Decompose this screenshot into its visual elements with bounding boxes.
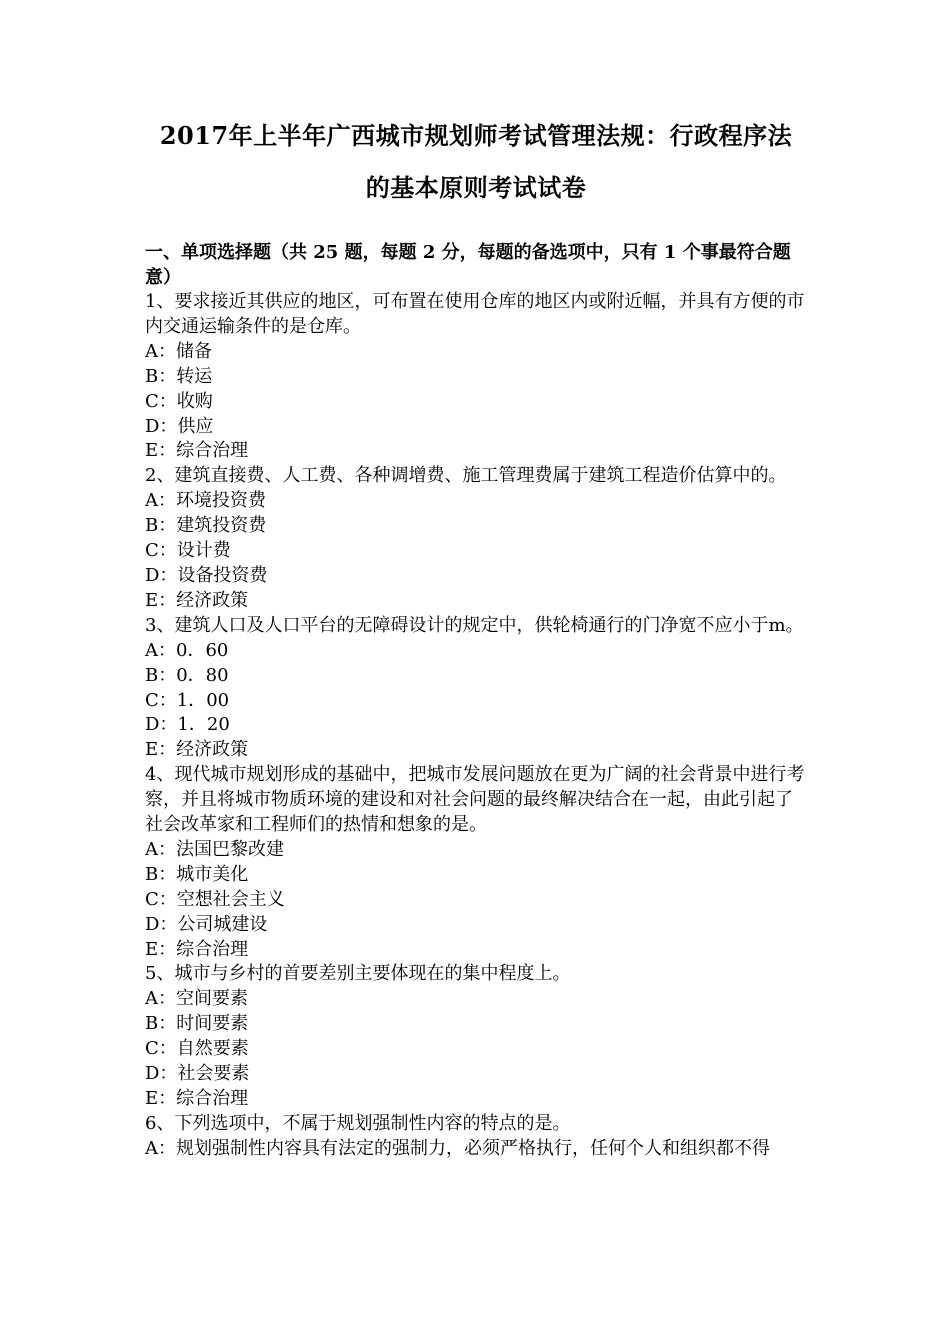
question-option: A：环境投资费	[145, 490, 266, 512]
question-option: E：综合治理	[145, 938, 249, 960]
section-heading: 一、单项选择题（共 25 题，每题 2 分，每题的备选项中，只有 1 个事最符合题意）	[145, 242, 791, 288]
question-option: B：时间要素	[145, 1013, 249, 1035]
question-option: E：经济政策	[145, 739, 249, 761]
question-option: C：设计费	[145, 540, 231, 562]
question-option: B：0．80	[145, 664, 229, 686]
document-page	[145, 110, 807, 1162]
question-option: C：自然要素	[145, 1038, 249, 1060]
question-option: D：1．20	[145, 714, 230, 736]
question-option: D：设备投资费	[145, 564, 268, 586]
question-option: B：转运	[145, 365, 213, 387]
question-stem: 2、建筑直接费、人工费、各种调增费、施工管理费属于建筑工程造价估算中的。	[145, 465, 787, 487]
question-option: A：规划强制性内容具有法定的强制力，必须严格执行，任何个人和组织都不得	[145, 1137, 770, 1159]
question-option: E：综合治理	[145, 440, 249, 462]
question-option: B：建筑投资费	[145, 515, 267, 537]
question-stem: 4、现代城市规划形成的基础中，把城市发展问题放在更为广阔的社会背景中进行考察，并且将城市物质环境的建设和对社会问题的最终解决结合在一起，由此引起了社会改革家和工程师们的热情和想象的是。	[145, 764, 805, 836]
question-option: A：空间要素	[145, 988, 248, 1010]
question-option: B：城市美化	[145, 863, 249, 885]
question-option: E：综合治理	[145, 1088, 249, 1109]
document-title-line-1: 2017年上半年广西城市规划师考试管理法规：行政程序法	[159, 121, 793, 150]
question-stem: 5、城市与乡村的首要差别主要体现在的集中程度上。	[145, 963, 571, 985]
question-2	[145, 464, 807, 613]
question-stem: 3、建筑人口及人口平台的无障碍设计的规定中，供轮椅通行的门净宽不应小于m。	[145, 614, 804, 636]
question-4	[145, 763, 807, 962]
question-option: D：供应	[145, 415, 214, 437]
question-3	[145, 614, 807, 763]
question-stem: 6、下列选项中，不属于规划强制性内容的特点的是。	[145, 1112, 571, 1134]
title-spacer	[145, 214, 807, 240]
question-6	[145, 1112, 807, 1162]
question-option: D：社会要素	[145, 1063, 250, 1085]
question-5	[145, 962, 807, 1111]
question-option: D：公司城建设	[145, 913, 268, 935]
question-option: A：0．60	[145, 639, 229, 661]
question-option: C：收购	[145, 390, 213, 412]
question-option: C：空想社会主义	[145, 888, 285, 910]
document-title-line-2: 的基本原则考试试卷	[365, 173, 587, 202]
question-1	[145, 290, 807, 464]
question-option: C：1．00	[145, 689, 230, 711]
question-option: A：储备	[145, 340, 212, 362]
question-option: A：法国巴黎改建	[145, 838, 284, 860]
question-option: E：经济政策	[145, 589, 249, 611]
question-stem: 1、要求接近其供应的地区，可布置在使用仓库的地区内或附近幅，并具有方便的市内交通运输条件的是仓库。	[145, 291, 805, 337]
